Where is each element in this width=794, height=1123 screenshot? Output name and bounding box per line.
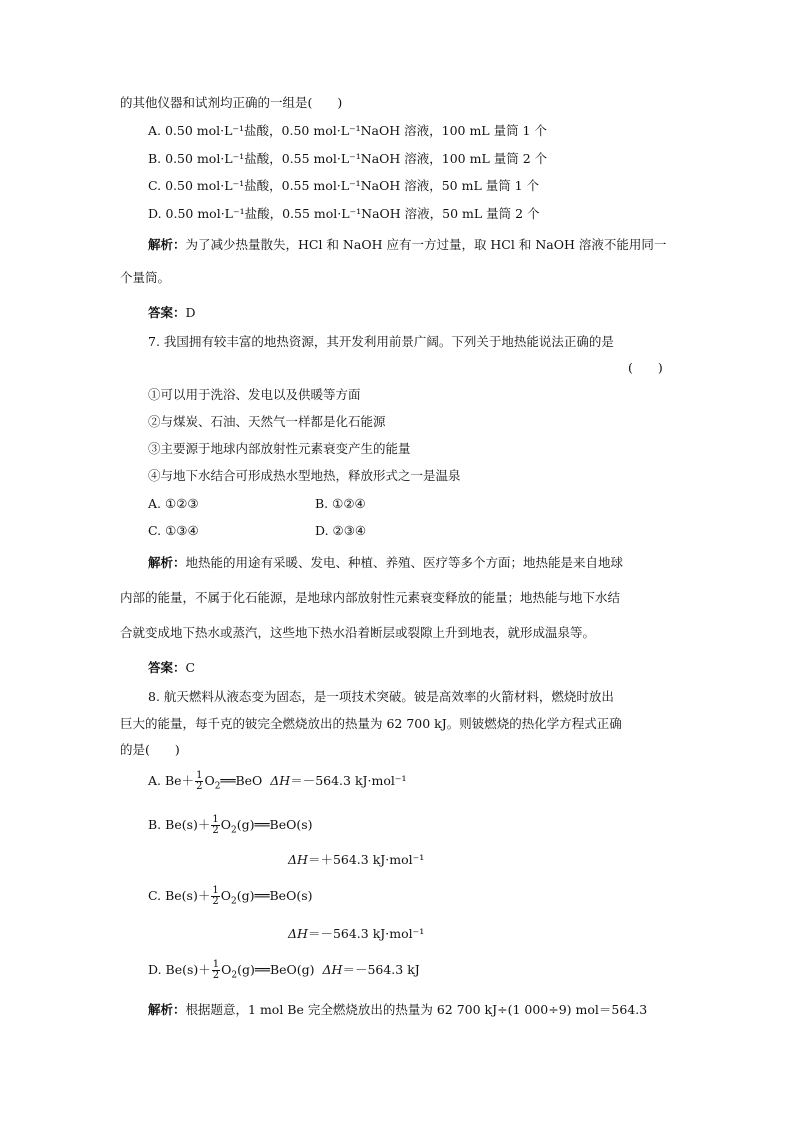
fraction-denominator: 2 xyxy=(196,781,203,792)
q6-option-c: C. 0.50 mol·L⁻¹盐酸，0.55 mol·L⁻¹NaOH 溶液，50 mL 量筒 1 个 xyxy=(148,178,540,193)
q8-option-c-enthalpy xyxy=(288,926,424,942)
analysis-text: 为了减少热量散失，HCl 和 NaOH 应有一方过量，取 HCl 和 NaOH 溶液不能用同一 xyxy=(185,237,667,252)
q7-statement-4: ④与地下水结合可形成热水型地热，释放形式之一是温泉 xyxy=(148,468,461,483)
q8-stem-line2: 巨大的能量，每千克的铍完全燃烧放出的热量为 62 700 kJ。则铍燃烧的热化学方程式正确 xyxy=(120,716,622,731)
equation-lhs: C. Be(s)＋ xyxy=(148,888,211,903)
q8-option-b xyxy=(148,815,313,839)
answer-value: C xyxy=(185,660,196,675)
fraction-half xyxy=(195,771,203,792)
fraction-half xyxy=(212,960,220,981)
q7-statement-1: ①可以用于洗浴、发电以及供暖等方面 xyxy=(148,387,361,402)
enthalpy-symbol: ΔH xyxy=(322,962,343,977)
q7-option-b: B. ①②④ xyxy=(315,496,366,511)
oxygen-symbol: O xyxy=(220,888,231,903)
fraction-numerator: 1 xyxy=(212,959,220,970)
equation-rhs: ══BeO xyxy=(220,773,263,788)
fraction-half xyxy=(211,886,219,907)
q7-analysis xyxy=(148,555,623,571)
q6-option-b: B. 0.50 mol·L⁻¹盐酸，0.55 mol·L⁻¹NaOH 溶液，100 mL 量筒 2 个 xyxy=(148,151,548,166)
oxygen-symbol: O xyxy=(221,962,232,977)
q8-stem-line1: 8. 航天燃料从液态变为固态，是一项技术突破。铍是高效率的火箭材料，燃烧时放出 xyxy=(148,689,614,704)
q6-analysis-line2: 个量筒。 xyxy=(120,270,171,285)
subscript: 2 xyxy=(230,896,237,907)
q8-analysis xyxy=(148,1002,647,1018)
enthalpy-value: ＝－564.3 kJ·mol⁻¹ xyxy=(307,926,425,941)
equation-lhs: B. Be(s)＋ xyxy=(148,817,211,832)
subscript: 2 xyxy=(214,781,221,792)
q7-statement-3: ③主要源于地球内部放射性元素衰变产生的能量 xyxy=(148,441,411,456)
q6-option-a: A. 0.50 mol·L⁻¹盐酸，0.50 mol·L⁻¹NaOH 溶液，100 mL 量筒 1 个 xyxy=(148,123,547,138)
equation-lhs: D. Be(s)＋ xyxy=(148,962,211,977)
q7-answer xyxy=(148,660,195,676)
enthalpy-symbol: ΔH xyxy=(270,773,291,788)
subscript: 2 xyxy=(231,825,237,836)
equation-rhs: (g)══BeO(s) xyxy=(236,817,313,832)
q8-option-d xyxy=(148,960,420,984)
q7-option-a: A. ①②③ xyxy=(148,496,199,511)
fraction-denominator: 2 xyxy=(212,970,220,981)
subscript: 2 xyxy=(231,970,238,981)
equation-lhs: A. Be＋ xyxy=(148,773,195,788)
oxygen-symbol: O xyxy=(204,773,215,788)
enthalpy-value: ＝－564.3 kJ·mol⁻¹ xyxy=(290,773,407,788)
q7-option-c: C. ①③④ xyxy=(148,523,199,538)
fraction-denominator: 2 xyxy=(212,896,219,907)
q6-stem-tail: 的其他仪器和试剂均正确的一组是( ) xyxy=(120,95,343,110)
enthalpy-value: ＝－564.3 kJ xyxy=(342,962,420,977)
enthalpy-symbol: ΔH xyxy=(288,852,308,867)
analysis-label: 解析： xyxy=(148,555,186,570)
analysis-text: 根据题意，1 mol Be 完全燃烧放出的热量为 62 700 kJ÷(1 000÷9) mol＝564.3 xyxy=(185,1002,648,1017)
equation-rhs: (g)══BeO(g) xyxy=(237,962,315,977)
q6-analysis xyxy=(148,237,666,253)
answer-label: 答案： xyxy=(148,305,186,320)
fraction-numerator: 1 xyxy=(212,885,219,896)
answer-label: 答案： xyxy=(148,660,186,675)
q6-option-d: D. 0.50 mol·L⁻¹盐酸，0.55 mol·L⁻¹NaOH 溶液，50 mL 量筒 2 个 xyxy=(148,206,540,221)
fraction-numerator: 1 xyxy=(212,814,219,825)
analysis-label: 解析： xyxy=(148,237,186,252)
analysis-text: 地热能的用途有采暖、发电、种植、养殖、医疗等多个方面；地热能是来自地球 xyxy=(185,555,624,570)
oxygen-symbol: O xyxy=(220,817,232,832)
enthalpy-value: ＝＋564.3 kJ·mol⁻¹ xyxy=(307,852,425,867)
q7-option-d: D. ②③④ xyxy=(315,523,367,538)
q7-bracket: ( ) xyxy=(628,360,663,375)
q6-answer xyxy=(148,305,196,321)
q7-statement-2: ②与煤炭、石油、天然气一样都是化石能源 xyxy=(148,414,386,429)
q8-option-b-enthalpy xyxy=(288,852,424,868)
analysis-label: 解析： xyxy=(148,1002,186,1017)
q8-option-a xyxy=(148,771,407,795)
enthalpy-symbol: ΔH xyxy=(288,926,308,941)
q7-stem: 7. 我国拥有较丰富的地热资源，其开发利用前景广阔。下列关于地热能说法正确的是 xyxy=(148,334,614,349)
answer-value: D xyxy=(185,305,196,320)
fraction-numerator: 1 xyxy=(196,770,203,781)
q7-analysis-line2: 内部的能量，不属于化石能源，是地球内部放射性元素衰变释放的能量；地热能与地下水结 xyxy=(120,590,621,605)
q8-option-c xyxy=(148,886,313,910)
fraction-denominator: 2 xyxy=(212,825,219,836)
q7-analysis-line3: 合就变成地下热水或蒸汽，这些地下热水沿着断层或裂隙上升到地表，就形成温泉等。 xyxy=(120,625,596,640)
equation-rhs: (g)══BeO(s) xyxy=(236,888,313,903)
fraction-half xyxy=(211,815,219,836)
q8-stem-line3: 的是( ) xyxy=(120,742,180,757)
